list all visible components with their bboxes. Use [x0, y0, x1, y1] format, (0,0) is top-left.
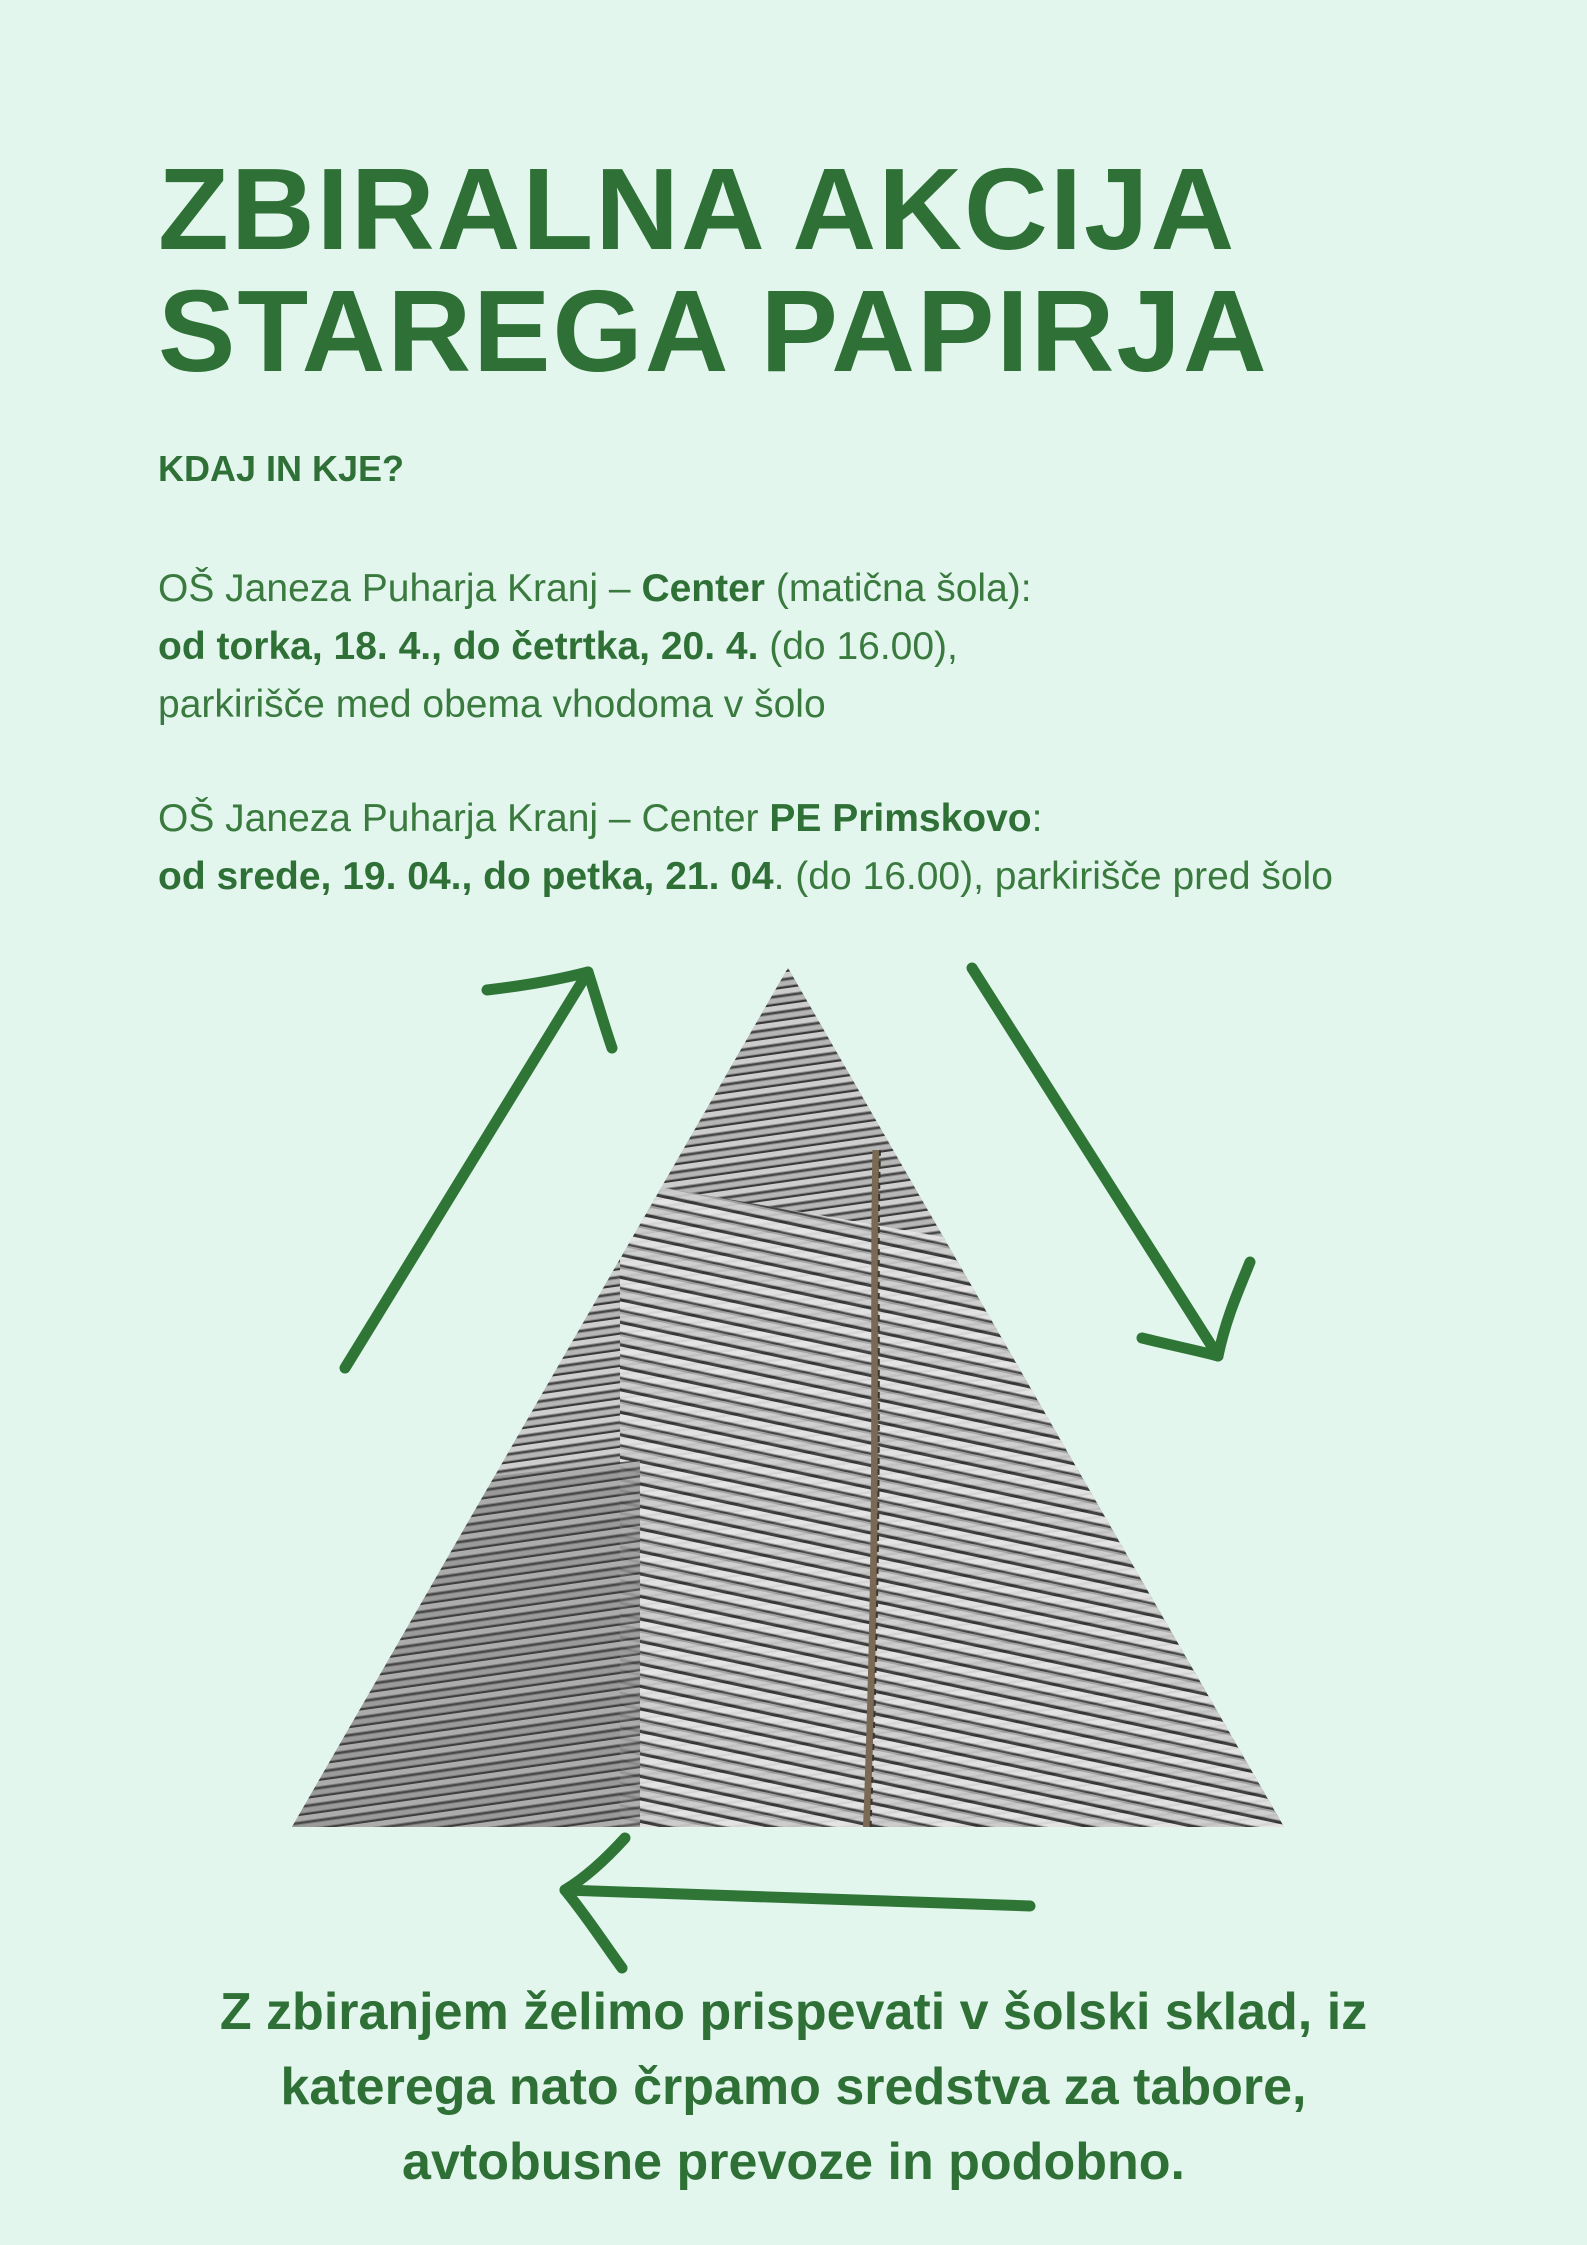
location-primskovo-school: OŠ Janeza Puharja Kranj – Center PE Primskovo:: [158, 797, 1043, 840]
location-primskovo-dates: od srede, 19. 04., do petka, 21. 04. (do 16.00), parkirišče pred šolo: [158, 855, 1333, 898]
footer-line-2: katerega nato črpamo sredstva za tabore,: [280, 2058, 1307, 2116]
subheading: KDAJ IN KJE?: [158, 448, 405, 489]
location-center-dates: od torka, 18. 4., do četrtka, 20. 4. (do 16.00),: [158, 625, 958, 668]
footer-line-3: avtobusne prevoze in podobno.: [402, 2133, 1185, 2191]
title-line-1: ZBIRALNA AKCIJA: [158, 144, 1237, 274]
location-center: [158, 560, 1488, 734]
page-title: [158, 144, 1458, 396]
newspaper-stack-photo: [280, 960, 1300, 1840]
footer-text: [120, 1975, 1467, 2200]
title-line-2: STAREGA PAPIRJA: [158, 266, 1269, 396]
footer-line-1: Z zbiranjem želimo prispevati v šolski sklad, iz: [219, 1983, 1368, 2041]
location-center-school: OŠ Janeza Puharja Kranj – Center (matična šola):: [158, 567, 1032, 610]
location-center-place: parkirišče med obema vhodoma v šolo: [158, 683, 826, 726]
recycle-graphic: [0, 940, 1587, 2000]
location-primskovo: [158, 790, 1488, 906]
